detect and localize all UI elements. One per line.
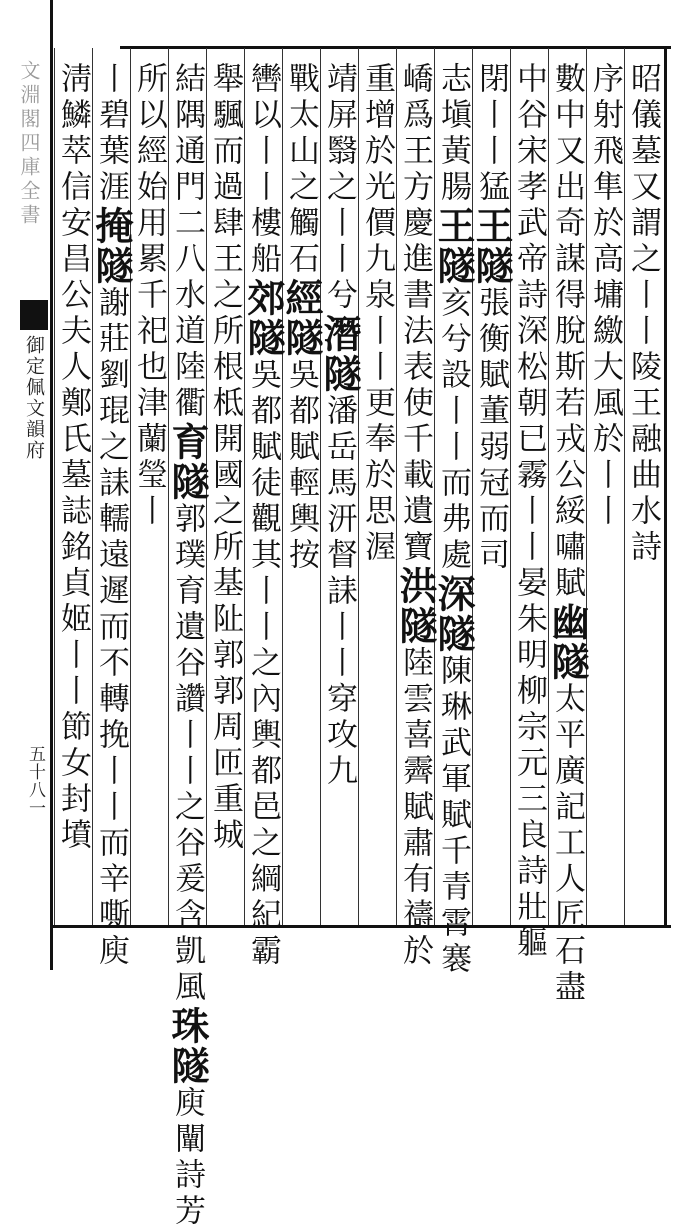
entry-heading: 洪隧: [393, 566, 438, 646]
fishtail-mark: [20, 300, 48, 330]
entry-heading: 郊隧: [241, 278, 286, 358]
entry-text: 津蘭瑩丨: [131, 386, 167, 530]
page-number: 五十八一: [25, 745, 45, 817]
entry-text: 閉丨丨猛: [473, 62, 509, 206]
entry-text: 吳都賦輕輿按: [283, 358, 319, 574]
entry-text: 王之所根柢開國之所基阯郭郭周匝重城: [207, 242, 243, 854]
entry-text: 吳都賦徒觀其丨丨之內輿都邑之綱紀霸: [245, 358, 281, 970]
entry-heading: 王隧: [431, 206, 476, 286]
entry-heading: 深隧: [431, 574, 476, 654]
entry-heading: 掩隧: [89, 206, 134, 286]
entry-text: 謝莊劉琨之誄轜遠遲而不轉挽丨丨而辛嘶庾: [93, 286, 129, 970]
entry-text: 昭儀墓又謂之丨丨陵王融曲水詩: [625, 62, 661, 566]
entry-heading: 潛隧: [317, 314, 362, 394]
entry-heading: 珠隧: [165, 1006, 210, 1086]
entry-text: 潘岳馬汧督誄丨丨穿攻九: [321, 394, 357, 790]
entry-text: 序射飛隼於高墉繳大風於丨丨: [587, 62, 623, 530]
entry-text: 郭璞育遺谷讚丨丨之谷爰含凱風: [169, 502, 205, 1006]
entry-text: 丨碧葉涯: [93, 62, 129, 206]
entry-text: 嶠爲王方慶進書法表使千載遺寶: [397, 62, 433, 566]
entry-heading: 育隧: [165, 422, 210, 502]
entry-text: 庾闡詩芳: [169, 1086, 205, 1230]
entry-text: 太平廣記工人匠石盡: [549, 682, 585, 1006]
entry-text: 陸雲喜霽賦肅有禱於: [397, 646, 433, 970]
entry-text: 重增於光價九泉丨丨更奉於思渥: [359, 62, 395, 566]
entry-text: 亥兮設丨丨而弗處: [435, 286, 471, 574]
entry-heading: 幽隧: [545, 602, 590, 682]
entry-text: 所以經始用累千祀也: [131, 62, 167, 386]
book-title: 御定佩文韻府: [23, 335, 45, 461]
entry-text: 陳琳武軍賦千青霄褰: [435, 654, 471, 978]
entry-text: 靖屏翳之丨丨兮: [321, 62, 357, 314]
entry-text: 數中又出奇謀得脫斯若戎公綏嘯賦: [549, 62, 585, 602]
entry-text: 志塡黃腸: [435, 62, 471, 206]
entry-text: 戰太山之觸石: [283, 62, 319, 278]
entry-text: 張衡賦董弱冠而司: [473, 286, 509, 574]
entry-heading: 王隧: [469, 206, 514, 286]
entry-text: 中谷宋孝武帝詩深松朝已霧丨丨晏朱明柳宗元三良詩壯軀: [511, 62, 547, 962]
entry-text: 結隅通門二八水道陸衢: [169, 62, 205, 422]
entry-heading: 經隧: [279, 278, 324, 358]
entry-text: 轡以丨丨樓船: [245, 62, 281, 278]
entry-text: 信安昌公夫人鄭氏墓誌銘貞姬丨丨節女封墳: [55, 170, 91, 854]
text-column: [45, 62, 101, 922]
margin-top-text: 文淵閣四庫全書: [17, 60, 41, 228]
entry-text: 舉颿而過肆: [207, 62, 243, 242]
entry-text: 淸鱗萃: [55, 62, 91, 170]
